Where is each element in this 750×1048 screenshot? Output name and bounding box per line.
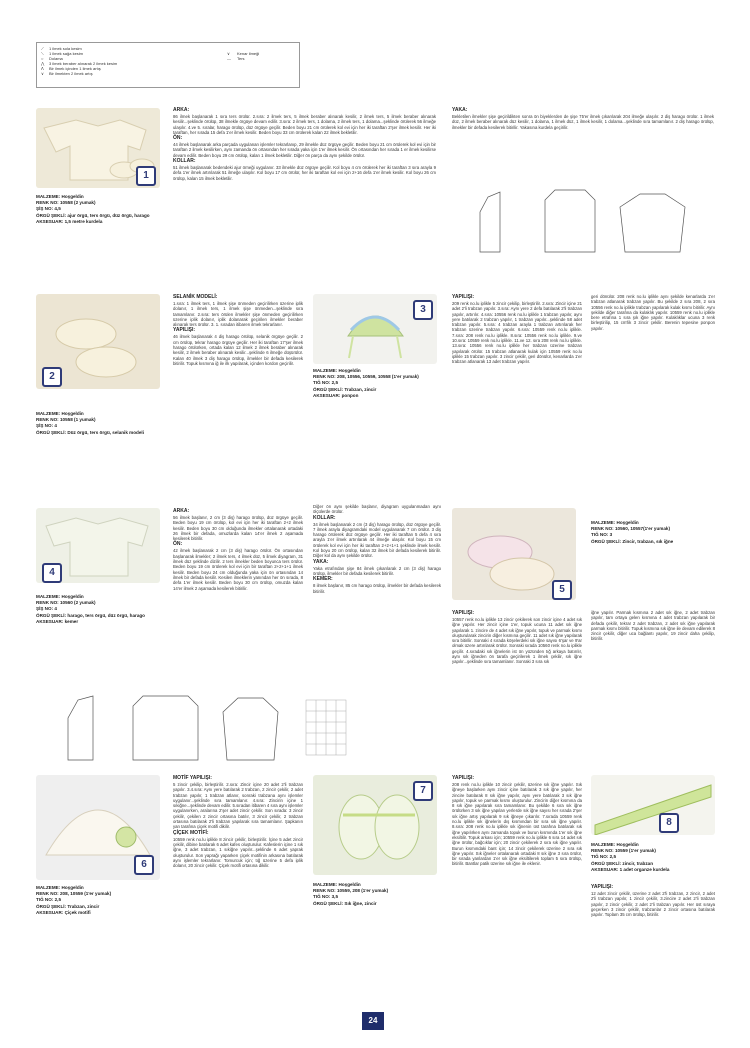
page-number: 24: [362, 1012, 384, 1030]
section-text: 56 ilmek başlanır, 2 cm (3 diş) harago örülüp, düz örgüye geçilir. Beden boyu 19 cm örülüp, kol evi için her iki taraftan 2+2 ilmek kesilir. Beden boyu 30 cm olduğunda ilmekler ortalanarak ortadaki 26 ilmek bir defada, omuzlarda kalan 14'er ilmek 2 aşamada kesilerek bitirilir.: [173, 515, 303, 542]
model4-instructions-cont: [313, 504, 441, 594]
model1-instructions: [173, 107, 436, 181]
model4-schematics: [38, 690, 438, 770]
section-text: 208 renk no.lu iplikle 10 zincir çekilir, üzerine sık iğne yapılır. Sık iğneye başlarken aynı zincir içine batılarak 3 sık iğne yapılır, her zincire batılarak 8 sık iğne yapılır, aynı yere batılarak 3 sık iğne yapılır, topuk ve parmak kısmı oluşturulur. Zincirin diğer kısmına da 8 sık iğne yapılarak sıra tamamlanır. Bu şekilde 6 sıra sık iğne örülürken 3 sık iğne yapılan yerlerde sık iğne sayısı her sırada 2'şer sık iğne artış yapılarak 9 sık iğneye çıkarılır. 7.sırada 10559 renk no.lu iplikle sık iğnelerin dış kısmından bir sıra sık iğne yapılır. 8.sıra: 208 renk no.lu iplikle sık iğnenin üst tarafına batılarak sık iğne yapılırken aynı zamanda topuk ve burun kısmında 1'er sık iğne eksiltilir. Topuk arkası için; 10559 renk no.lu iplikle 6 sıra 14 adet sık iğne örülür, bağcıklar için; 20 zincir çekilerek 2 sıra sık iğne yapılır. Burun kısmındaki bant için; 14 zincir çekilerek üzerine 2 sıra sık iğne yapılır. Sık iğneler ortalanarak ortadaki 8 sık iğne 3 sıra örülür, bir sırada yanlardan 1'er sık iğne eksiltilerek toplam 5 sıra örülüp, bitirilir. Bantlar patik üzerine sık iğne ile eklenir.: [452, 782, 582, 867]
material-line: ŞİŞ NO: 4,5: [36, 206, 61, 212]
cardigan-photo-4: [36, 508, 160, 583]
model2-instructions: [173, 294, 303, 366]
section-text: Diğer ön aynı şekilde başlanır, diyagram uygulanmadan aynı ölçülerde örülür.: [313, 504, 441, 515]
model8-materials: [591, 842, 715, 873]
legend-left: [41, 46, 117, 76]
model3-instructions: [452, 294, 582, 365]
model4-instructions: [173, 508, 303, 591]
material-line: TIĞ NO: 2,5: [36, 897, 62, 903]
section-heading: ARKA:: [173, 508, 190, 514]
model-badge: 2: [42, 367, 62, 387]
legend-item: — Ters: [227, 56, 245, 61]
model1-collar: [452, 107, 714, 130]
model-badge: 4: [42, 563, 62, 583]
section-text: 10557 renk no.lu iplikle 13 zincir çekilerek son zincir içine 4 adet sık iğne yapılır. Her zincir içine 1'er, topuk ucuna 11 adet sık iğne yapılarak 1. zincire de 4 adet sık iğne yapılır, topuk ve parmak kısmı oluşturularak zincirin diğer kısmına geçilir. 11 adet sık iğne yapılarak sıra bitirilir. Sonraki 4 sırada köşelerdeki sık iğne sayısı 6'şar ve 9'ar olmak üzere artırılarak örülür. Sonraki sırada 10560 renk no.lu iplikle geçilir. 4.sıradaki sık iğnelerin ist ön yüzünden tığ arkaya batırılır, aynı sık iğneden ön tarafa geçirilerek 1 ilmek çekilir, sık iğne yapılır...şeklinde sıra tamamlanır. Sonraki 3 sıra sık: [452, 617, 582, 665]
material-line: ÖRGÜ ŞEKLİ: Trabzan, zincir: [36, 903, 100, 909]
legend-item: ○ Dolama: [41, 56, 63, 61]
cardigan-photo-1: [36, 108, 160, 188]
model5-instructions-cont: [591, 610, 715, 642]
model7-materials: [313, 882, 443, 907]
shoes-photo-5: [452, 508, 576, 600]
section-text: iğne yapılır. Parmak kısmına 2 adet sık iğne, 2 adet trabzan yapılır, tam ortaya gelen kısmına 4 adet trabzan yapılarak bir defada çekilir, tekrar 2 adet trabzan, 2 adet sık iğne yapılarak parmak kısmı bitirilir. Topuk kısmına sık iğne ile devam edilerek 8 zincir çekilir, diğer uca bağlantı yapılır, 19 zincir daha çekilip, bitirilir.: [591, 610, 715, 642]
section-text: 209 renk no.lu iplikle 5 zincir çekilip, birleştirilir. 2.sıra: Zincir içine 21 adet 2'li trabzan yapılır. 3.sıra: Aynı yere 2 defa batılarak 2'li trabzan yapılır, artırılır. 4.sıra: 10556 renk no.lu iplikle 1 trabzan yapılır, aynı yere batılarak 2 trabzan yapılır, 1 trabzan yapılır...şeklinde 58 adet trabzan yapılır. 5.sıra: 4 trabzan arayla 1 trabzan artırılarak her trabzan üzerine trabzan yapılır. 6.sıra: 10559 renk no.lu iplikle. 7.sıra: 208 renk no.lu iplikle. 8.sıra: 10556 renk no.lu iplikle. 9.ve 10.sıra: 10559 renk no.lu iplikle. 11.ve 12. sıra 208 renk no.lu iplikle. 13.sıra: 10556 renk no.lu iplikle her trabzan üzerine trabzan yapılarak örülür. 15 trabzan atlanarak kulak için 10559 renk no.lu iplikle 15 trabzan yapılır. 3 zincir çekilir, geri dönülür, kenarlarda 1'er trabzan atlanarak 13 adet trabzan yapılır.: [452, 301, 582, 365]
material-line: ÖRGÜ ŞEKLİ: Trabzan, zincir: [313, 386, 377, 392]
material-line: TIĞ NO: 3,5: [313, 894, 339, 900]
section-heading: KEMER:: [313, 576, 333, 583]
material-line: RENK NO: 10558 (1 yumak): [36, 417, 96, 423]
section-heading: ARKA:: [173, 107, 190, 113]
section-text: 12 adet zincir çekilir, üzerine 2 adet 2'li trabzan, 2 zincir, 2 adet 2'li trabzan yapılır, 1 zincir çekilir, 3.zincire 2 adet 2'li trabzan yapılır, 2 zincir çekilir, 2 adet 2'li trabzan yapılır. Her üst sıraya geçerken 3 zincir çekilir, trabzanlar 2 zincir ortasına batılarak yapılır. Toplam 35 cm örülüp, bitirilir.: [591, 891, 715, 918]
material-line: RENK NO: 208, 10556, 10559, 10558 (1'er yumak): [313, 374, 419, 380]
material-line: ÖRGÜ ŞEKLİ: Sık iğne, zincir: [313, 900, 377, 906]
material-line: MALZEME: Hoşgeldin: [36, 885, 84, 890]
legend-item: ᐱ Bir ilmek içinden 1 ilmek artış: [41, 66, 101, 71]
material-line: AKSESUAR: kemer: [36, 618, 79, 624]
model-badge: 8: [659, 813, 679, 833]
section-text: 51 ilmek başlanarak bedendeki ajur örneği uygulanır. 33 ilmekle düz örgüye geçilir. Kol boyu 4 cm örülerek her iki taraftan 3 sıra arayla 9 defa 1'er ilmek artırılarak 51 ilmeğe ulaşılır. Kol boyu 17 cm örülür, her iki taraftan kol evi için 2+16 defa 1'er ilmek kesilir. Kol boyu 26 cm örülüp, kalan 15 ilmek bekletilir.: [173, 165, 436, 181]
section-text: 86 ilmek başlanarak 1 sıra ters örülür. 2.sıra: 2 ilmek ters, 5 ilmek beraber alınarak kesilir, 2 ilmek ters, 5 ilmek beraber alınarak kesilir...şeklinde örülüp, 38 ilmekle örgüye devam edilir. 3.sıra: 2 ilmek ters, 1 dolama, 2 ilmek ters, 1 dolama...şeklinde örülerek 56 ilmeğe ulaşılır. 4.ve 5. sıralar, harago örülüp, düz örgüye geçilir. Beden boyu 21 cm örülerek kol evi için her iki taraftan 2'şer ilmek kesilir. Her iki taraftan, her sırada 15 defa 1'er ilmek kesilir. Beden boyu 33 cm örülerek kalan 22 ilmek bekletilir.: [173, 114, 436, 135]
material-line: MALZEME: Hoşgeldin: [313, 368, 361, 373]
material-line: RENK NO: 10559 (1'er yumak): [591, 848, 656, 854]
model5-materials: [591, 520, 715, 545]
material-line: ÖRGÜ ŞEKLİ: Zincir, trabzan, sık iğne: [591, 538, 674, 544]
material-line: AKSESUAR: 1 adet organze kurdela: [591, 866, 670, 872]
legend-item: ⟋ 1 ilmek sola kesim: [41, 46, 82, 51]
material-line: ÖRGÜ ŞEKLİ: Düz örgü, ters örgü, selanik modeli: [36, 429, 144, 435]
section-heading: YAPILIŞI:: [591, 884, 614, 890]
material-line: TIĞ NO: 2,5: [313, 380, 339, 386]
section-heading: YAPILIŞI:: [452, 775, 475, 781]
model-badge: 5: [552, 580, 572, 600]
material-line: MALZEME: Hoşgeldin: [591, 520, 639, 525]
model-badge: 6: [134, 855, 154, 875]
material-line: TIĞ NO: 2,5: [591, 854, 617, 860]
section-heading: YAPILIŞI:: [452, 610, 475, 616]
section-text: 34 ilmek başlanarak 2 cm (3 diş) harago örülüp, düz örgüye geçilir. 7 ilmek arayla diyagramdaki model uygulanarak 7 cm örülür. 3 diş harago örülerek düz örgüye geçilir. Her iki taraftan 5 defa 4 sıra arayla 1'er ilmek artırılarak 44 ilmeğe ulaşılır. Kol boyu 15 cm örülerek kol evi için her iki taraftan 2+2+1+1 şeklinde ilmek kesilir. Kol boyu 20 cm örülüp, kalan 32 ilmek bir defada kesilerek bitirilir. Diğer kol da aynı şekilde örülür.: [313, 521, 441, 559]
material-line: MALZEME: Hoşgeldin: [36, 411, 84, 416]
material-line: MALZEME: Hoşgeldin: [36, 194, 84, 199]
legend-item: ⋀ 3 ilmek beraber alınarak 2 ilmek kesim: [41, 61, 118, 66]
model3-instructions-cont: [591, 294, 715, 331]
section-text: 1.sıra: 1 ilmek ters, 1 ilmek şişe önmeden geçirilirken üzerine iplik dolanır, 1 ilmek ters, 1 ilmek şişe önmeden...şeklinde sıra tamamlanır. 2.sıra: ters örülen ilmekler şişe önmeden geçirilirken üzerine iplik dolanır, iplik dolanarak geçirilen ilmekler beraber alınarak ters örülür. 3. 1. sıradan itibaren ilmek tekrarlanır.: [173, 301, 303, 328]
section-heading: YAKA:: [313, 558, 329, 565]
section-text: 10559 renk no.lu iplikle 8 zincir çekilir, birleştirilir. İçine 5 adet zincir çekilir, dibine batılarak 6 adet kafes oluşturulur. Kafeslerin içine 1 sık iğne, 3 adet trabzan, 1 sıkiğne yapılır...şeklinde 6 adet yaprak oluşturulur. Son yaprağı yaparken çiçek motifinin arkasına batılarak aynı işlemler tekrarlanır. Tomurcuk için; tığ üzerine 5 defa iplik dolanır, 20 zincir çekilir. Çiçek motifi ortasına dikilir.: [173, 836, 303, 869]
model-badge: 7: [413, 781, 433, 801]
booties-photo-2: [36, 294, 160, 389]
hat-photo-6: [36, 775, 160, 880]
material-line: ŞİŞ NO: 4: [36, 606, 57, 612]
material-line: TIĞ NO: 3: [591, 532, 613, 538]
section-heading: MOTİF YAPILIŞI:: [173, 775, 212, 781]
model8-instructions: [591, 884, 715, 917]
material-line: MALZEME: Hoşgeldin: [591, 842, 639, 847]
model4-materials: [36, 594, 161, 625]
model7-instructions: [452, 775, 582, 867]
material-line: AKSESUAR: ponpon: [313, 392, 359, 398]
section-text: 42 ilmek başlanarak 2 cm (3 diş) harago örülür. Ön ortasından başlanarak ilmekler; 2 ilmek ters, 4 ilmek düz, 5 ilmek diyagram, 31 ilmek düz şeklinde dizilir. 2 ters ilmekler beden boyunca ters örülür. Beden boyu 19 cm örülerek kol evi için bir taraftan 2+2+1+1 ilmek kesilir. Beden boyu 24 cm olduğunda yaka için ön ortasından 14 ilmek bir defada kesilir. Kesilen ilmeklerin yanından her ön sırada, 8 defa 1'er ilmek kesilir. Beden boyu 30 cm örülüp, omuzda kalan 14'er ilmek 2 aşamada kesilerek bitirilir.: [173, 548, 303, 591]
hat-photo-3: [313, 294, 437, 364]
material-line: AKSESUAR: Çiçek motifi: [36, 909, 91, 915]
model1-materials: [36, 194, 161, 225]
band-photo-8: [591, 775, 715, 835]
model6-materials: [36, 885, 161, 916]
material-line: RENK NO: 10558 (2 yumak): [36, 200, 96, 206]
model5-instructions: [452, 610, 582, 665]
section-heading: KOLLAR:: [313, 514, 336, 521]
material-line: MALZEME: Hoşgeldin: [36, 594, 84, 599]
legend-box: [36, 42, 300, 88]
material-line: ÖRGÜ ŞEKLİ: harago, ters örgü, düz örgü, harago: [36, 612, 145, 618]
section-text: 5 zincir çekilip, birleştirilir. 2.sıra: Zincir içine 20 adet 2'li trabzan yapılır. 3.4.sıra: Aynı yere batılarak 2 trabzan, 2 zincir çekilir, 2 adet trabzan yapılır, 1 trabzan atlanır, sonraki trabzana aynı işlemler uygulanır...şeklinde sıra tamamlanır. 4.sıra: Zincirin içine 1 sıkiğne...şeklinde devam edilir. 5.sıradan itibaren 4 sıra aynı işlemler uygulanırken, aralarına 2'şer adet zincir çekilir. Son sırada: 3 zincir çekilir, çekilen 2 zincir ortasına batılır, 3 zincir çekilir, 2 trabzan ortasına batılarak 2'li trabzan yapılarak sıra tamamlanır. Şapkanın yan tarafına çiçek motifi dikilir.: [173, 782, 303, 830]
section-text: 8 ilmek başlanır, 85 cm harago örülüp, ilmekler bir defada kesilerek bitirilir.: [313, 583, 441, 594]
section-text: 44 ilmek başlanarak arka parçada uygulanan işlemler tekrarlanıp, 29 ilmekle düz örgüye geçilir. Beden boyu 21 cm örülerek kol evi için bir taraftan 2 ilmek kesilirken, aynı zamanda ön ortasından her sırada yaka için 1'er ilmek kesilir. Ön ortasından her sırada 1 er ilmek kesilirse devam edilir. Beden boyu 29 cm örülüp, kalan 1 ilmek bekletilir. Diğer ön parça da aynı şekilde örülür.: [173, 142, 436, 158]
model2-materials: [36, 411, 166, 436]
section-heading: YAPILIŞI:: [173, 327, 196, 334]
model1-schematics: [470, 182, 710, 262]
section-text: Bekletilen ilmekler şişe geçirildikten sonra ön biyeklerden de şişe 75'er ilmek çıkarılarak 204 ilmeğe ulaşılır. 2 diş harago örülür. 1 ilmek düz, 2 ilmek beraber alınarak düz kesilir, 1 dolama, 1 ilmek düz, 1 ilmek kesilir, 1 dolama...şeklinde sıra tamamlanır. 2 diş harago örülüp, ilmekler bir defada kesilerek bitirilir. Yakasına kurdela geçirilir.: [452, 114, 714, 130]
model-badge: 3: [413, 300, 433, 320]
section-heading: ÇİÇEK MOTİFİ:: [173, 829, 209, 836]
material-line: RENK NO: 208, 10559 (1'er yumak): [36, 891, 112, 897]
legend-right: [227, 51, 259, 61]
material-line: ÖRGÜ ŞEKLİ: ajur örgü, ters örgü, düz örgü, harago: [36, 212, 150, 218]
section-heading: YAPILIŞI:: [452, 294, 475, 300]
section-heading: ÖN:: [173, 541, 183, 548]
section-text: geri dönülür. 208 renk no.lu iplikle aynı şekilde kenarlarda 1'er trabzan atlanarak trabzan yapılır. Bu şekilde 2 sıra 208, 2 sıra 10556 renk no.lu iplikle trabzan yapılarak kulak kısmı bitirilir. Aynı şekilde diğer tarafına da kulaklık yapılır. 10559 renk no.lu iplikle bere etrafına 1 sıra şık iğne yapılır. Kulaklıklar ucuna 3 renk birleştirilip, 15 cm'lik 3 zincir çekilir. Berenin tepesine ponpon yapılır.: [591, 294, 715, 331]
material-line: MALZEME: Hoşgeldin: [313, 882, 361, 887]
legend-item: ∨ Bir ilmekten 2 ilmek artış: [41, 71, 93, 76]
section-heading: YAKA:: [452, 107, 468, 113]
sandals-photo-7: [313, 775, 437, 875]
model3-materials: [313, 368, 453, 399]
material-line: AKSESUAR: 1,5 metre kurdela: [36, 218, 103, 224]
section-text: Yaka etrafından şişe 84 ilmek çıkarılarak 2 cm (3 diş) harago örülüp, ilmekler bir defada kesilerek bitirilir.: [313, 565, 441, 576]
material-line: ÖRGÜ ŞEKLİ: zincir, trabzan: [591, 860, 654, 866]
legend-item: ∨ Kenar ilmeği: [227, 51, 260, 56]
model6-instructions: [173, 775, 303, 868]
legend-item: ⟍ 1 ilmek sağa kesim: [41, 51, 84, 56]
model-badge: 1: [136, 166, 156, 186]
material-line: RENK NO: 10559, 208 (1'er yumak): [313, 888, 389, 894]
section-heading: KOLLAR:: [173, 158, 196, 165]
section-heading: ÖN:: [173, 135, 183, 142]
section-heading: SELANİK MODELİ:: [173, 294, 218, 300]
material-line: RENK NO: 10560 (2 yumak): [36, 600, 96, 606]
material-line: ŞİŞ NO: 4: [36, 423, 57, 429]
section-text: 46 ilmek başlanarak 4 diş harago örülüp, selanik örgüye geçilir. 2 cm örülüp, tekrar harago örgüye geçilir. Her iki taraftan 17'şer ilmek harago örülürken, ortada kalan 12 ilmek 2 ilmek beraber alınarak kesilir, 2 ilmek beraber alınarak kesilir...şeklinde 6 ilmeğe düşürülür. Kalan 40 ilmek 3 diş harago örülüp, ilmekler bir defada kesilerek bitirilir. Topuk kısmına iğ ile ilk yapılarak, içinden kordon geçirilir.: [173, 334, 303, 366]
material-line: RENK NO: 10560, 10557(1'er yumak): [591, 526, 670, 532]
